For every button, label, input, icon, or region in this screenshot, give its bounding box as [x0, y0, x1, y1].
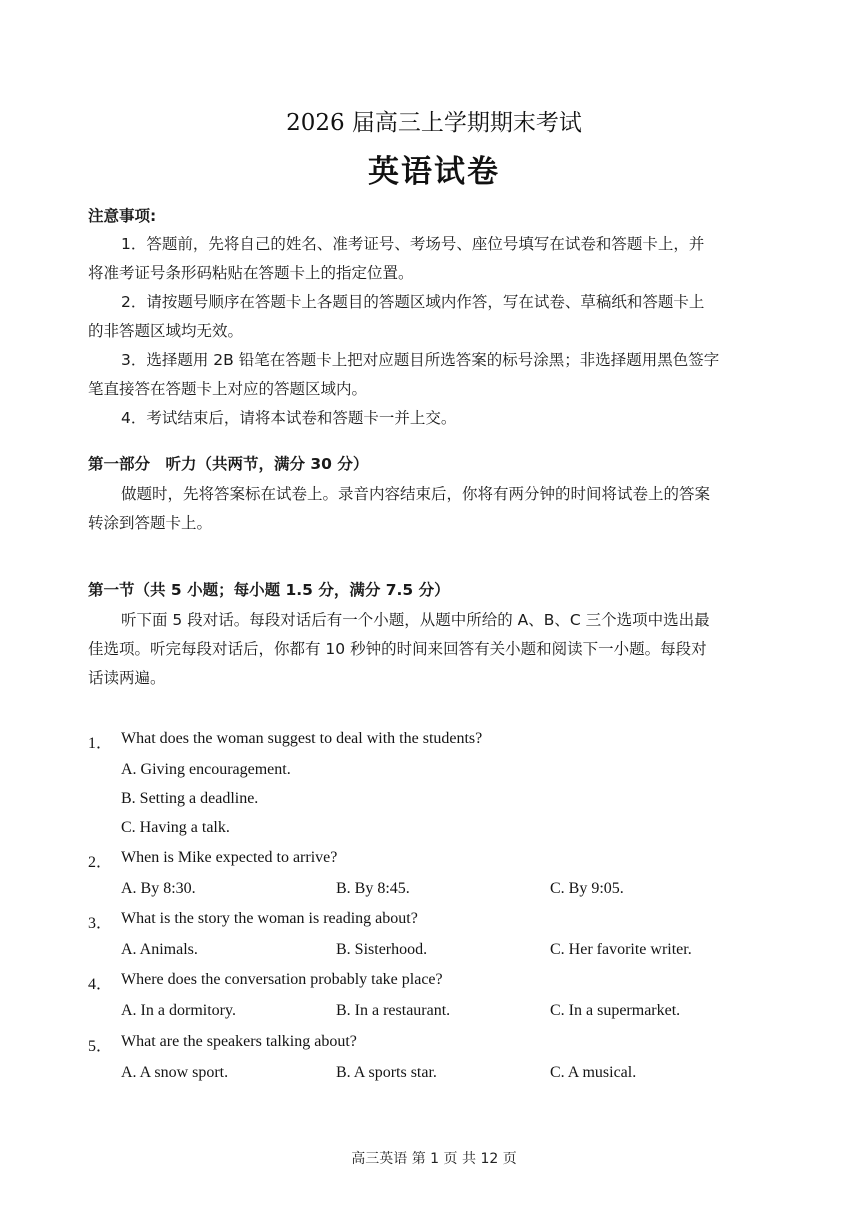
notice-heading: 注意事项: — [88, 207, 157, 225]
question-1-option-a: A. Giving encouragement. — [121, 761, 291, 778]
question-4-number: 4． — [88, 976, 113, 993]
page-footer: 高三英语 第 1 页 共 12 页 — [351, 1151, 517, 1167]
question-2-number: 2． — [88, 854, 113, 871]
question-2-option-a: A. By 8:30. — [121, 880, 196, 897]
part1-instruction-line2: 转涂到答题卡上。 — [88, 514, 213, 532]
notice-item-2-line1: 2．请按题号顺序在答题卡上各题目的答题区域内作答，写在试卷、草稿纸和答题卡上 — [121, 293, 705, 311]
question-1-text: What does the woman suggest to deal with the students? — [121, 730, 483, 747]
notice-item-3-line2: 笔直接答在答题卡上对应的答题区域内。 — [88, 380, 368, 398]
question-3-number: 3． — [88, 915, 113, 932]
section1-heading: 第一节（共 5 小题；每小题 1.5 分，满分 7.5 分） — [88, 581, 450, 599]
question-5-option-b: B. A sports star. — [336, 1064, 437, 1081]
question-5-number: 5． — [88, 1038, 113, 1055]
question-2-option-b: B. By 8:45. — [336, 880, 410, 897]
question-3-option-b: B. Sisterhood. — [336, 941, 428, 958]
part1-heading: 第一部分 听力（共两节，满分 30 分） — [88, 455, 369, 473]
notice-item-4-line1: 4．考试结束后，请将本试卷和答题卡一并上交。 — [121, 409, 457, 427]
question-2-text: When is Mike expected to arrive? — [121, 849, 338, 866]
question-1-option-c: C. Having a talk. — [121, 819, 230, 836]
question-3-option-a: A. Animals. — [121, 941, 198, 958]
question-2-option-c: C. By 9:05. — [550, 880, 624, 897]
question-3-text: What is the story the woman is reading about? — [121, 910, 418, 927]
question-5-option-c: C. A musical. — [550, 1064, 637, 1081]
question-1-number: 1． — [88, 735, 113, 752]
question-4-text: Where does the conversation probably take place? — [121, 971, 443, 988]
question-4-option-a: A. In a dormitory. — [121, 1002, 236, 1019]
question-4-option-b: B. In a restaurant. — [336, 1002, 451, 1019]
exam-subject-title: 英语试卷 — [368, 154, 500, 190]
question-3-option-c: C. Her favorite writer. — [550, 941, 692, 958]
question-4-option-c: C. In a supermarket. — [550, 1002, 681, 1019]
notice-item-1-line1: 1．答题前，先将自己的姓名、准考证号、考场号、座位号填写在试卷和答题卡上，并 — [121, 235, 705, 253]
notice-item-2-line2: 的非答题区域均无效。 — [88, 322, 244, 340]
section1-instruction-line1: 听下面 5 段对话。每段对话后有一个小题，从题中所给的 A、B、C 三个选项中选出最 — [121, 611, 710, 629]
notice-item-1-line2: 将准考证号条形码粘贴在答题卡上的指定位置。 — [88, 264, 414, 282]
section1-instruction-line2: 佳选项。听完每段对话后，你都有 10 秒钟的时间来回答有关小题和阅读下一小题。每段对 — [88, 640, 707, 658]
notice-item-3-line1: 3．选择题用 2B 铅笔在答题卡上把对应题目所选答案的标号涂黑；非选择题用黑色签字 — [121, 351, 720, 369]
question-5-option-a: A. A snow sport. — [121, 1064, 229, 1081]
exam-title: 2026 届高三上学期期末考试 — [286, 110, 582, 136]
question-5-text: What are the speakers talking about? — [121, 1033, 357, 1050]
part1-instruction-line1: 做题时，先将答案标在试卷上。录音内容结束后，你将有两分钟的时间将试卷上的答案 — [121, 485, 711, 503]
question-1-option-b: B. Setting a deadline. — [121, 790, 259, 807]
section1-instruction-line3: 话读两遍。 — [88, 669, 166, 687]
